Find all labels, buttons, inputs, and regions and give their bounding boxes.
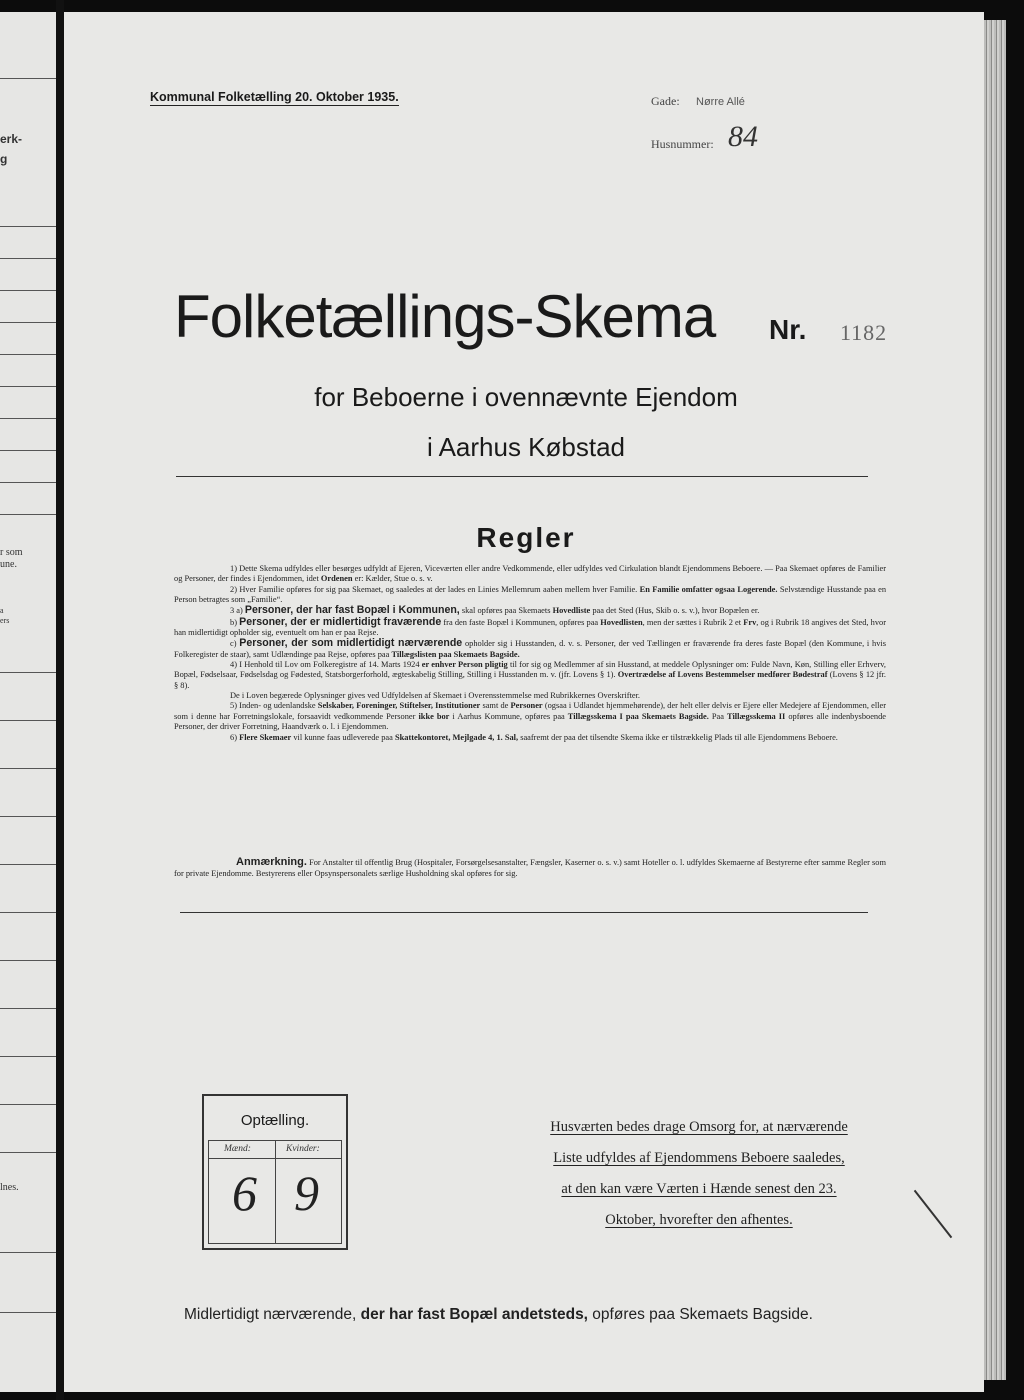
left-rule — [0, 1008, 56, 1009]
optaelling-title: Optælling. — [240, 1112, 310, 1129]
page-edges — [984, 20, 1006, 1380]
husnummer-value: 84 — [728, 120, 758, 153]
gade-value: Nørre Allé — [696, 96, 745, 108]
form-subtitle: for Beboerne i ovennævnte Ejendom — [314, 382, 738, 412]
left-fragment: erk- — [0, 132, 23, 146]
husnummer-label: Husnummer: — [651, 137, 714, 151]
left-rule — [0, 1312, 56, 1313]
left-rule — [0, 720, 56, 721]
rule-4: 4) I Henhold til Lov om Folkeregistre af 14. Marts 1924 er enhver Person pligtig til for sig og Medlemmer af sin Husstand, at meddele Oplysninger om: Fulde Navn, Køn, Stilling eller Erhverv, Bopæl, Fødselsaar, Fødselsdag og Fødested, Statsborgerforhold, ægteskabelig Stilling, Stilling i Husstanden m. v. (jfr. Lovens § 1). Overtrædelse af Lovens Bestemmelser medfører Bødestraf (Lovens § 12 jfr. § 8). — [174, 660, 886, 690]
left-rule — [0, 816, 56, 817]
left-rule — [0, 322, 56, 323]
form-title: Folketællings-Skema — [174, 283, 716, 350]
form-subtitle-city: i Aarhus Købstad — [427, 432, 625, 462]
left-rule — [0, 418, 56, 419]
rule-6: 6) Flere Skemaer vil kunne faas udleverede paa Skattekontoret, Mejlgade 4, 1. Sal, saafremt der paa det tilsendte Skema ikke er tilstrækkelig Plads til alle Ejendommens Beboere. — [230, 732, 838, 742]
kvinder-label: Kvinder: — [286, 1144, 320, 1154]
left-fragment: une. — [0, 559, 17, 570]
optaelling-box — [202, 1094, 348, 1250]
form-nr-label: Nr. — [769, 314, 807, 345]
book-gutter — [56, 0, 64, 1400]
rules-text — [174, 564, 886, 743]
divider-top — [176, 476, 868, 477]
anmaerkning-text: Anmærkning. For Anstalter til offentlig Brug (Hospitaler, Forsørgelsesanstalter, Fængsler, Kaserner o. s. v.) samt Hoteller o. l. udfyldes Skemaerne af Bestyrerne efter samme Regler som for private Ejendomme. Bestyrerens eller Opsynspersonalets særlige Husholdning skal opføres for sig. — [174, 856, 886, 878]
rule-3c: c) Personer, der som midlertidigt nærværende opholder sig i Husstanden, d. v. s. Personer, der ved Tællingen er fraværende fra deres faste Bopæl (den Kommune, i hvis Folkeregister de staar), samt Udlændinge paa Rejse, opføres paa Tillægslisten paa Skemaets Bagside. — [174, 637, 886, 659]
divider-bottom — [180, 912, 868, 913]
left-rule — [0, 482, 56, 483]
rule-3b: b) Personer, der er midlertidigt fraværende fra den faste Bopæl i Kommunen, opføres paa Hovedlisten, men der sættes i Rubrik 2 et Frv, og i Rubrik 18 angives det Sted, hvor han midlertidigt opholder sig, eventuelt om han er paa Rejse. — [174, 615, 886, 638]
left-rule — [0, 1056, 56, 1057]
regler-title: Regler — [476, 522, 576, 553]
census-header: Kommunal Folketælling 20. Oktober 1935. — [150, 90, 399, 104]
maend-label: Mænd: — [224, 1144, 251, 1154]
left-page-strip — [0, 12, 56, 1392]
left-rule — [0, 912, 56, 913]
left-rule — [0, 672, 56, 673]
landlord-notice — [504, 1112, 894, 1236]
notice-line: Oktober, hvorefter den afhentes. — [605, 1212, 793, 1228]
rule-4-continued: De i Loven begærede Oplysninger gives ved Udfyldelsen af Skemaet i Overensstemmelse med Rubrikkernes Overskrifter. — [230, 691, 641, 701]
left-rule — [0, 354, 56, 355]
maend-count: 6 — [232, 1165, 257, 1221]
rule-2: 2) Hver Familie opføres for sig paa Skemaet, og saaledes at der lades en Linies Mellemrum aaben mellem hver Familie. En Familie omfatter ogsaa Logerende. Selvstændige Husstande paa en Person betragtes som „Familie“. — [174, 584, 887, 605]
kvinder-count: 9 — [294, 1165, 319, 1221]
left-rule — [0, 768, 56, 769]
form-nr-value: 1182 — [840, 320, 888, 345]
pen-mark — [914, 1190, 953, 1239]
optaelling-column-rule — [275, 1140, 276, 1244]
rule-5: 5) Inden- og udenlandske Selskaber, Foreninger, Stiftelser, Institutioner samt de Personer (ogsaa i Udlandet hjemmehørende), der helt eller delvis er Ejere eller Medejere af Ejendommen, eller som i denne har Forretningslokale, forsaavidt vedkommende Personer ikke bor i Aarhus Kommune, opføres paa Tillægsskema I paa Skemaets Bagside. Paa Tillægsskema II opføres alle indenbysboende Personer, der driver Forretning, Haandværk o. l. i Ejendommen. — [174, 701, 887, 732]
left-rule — [0, 450, 56, 451]
left-fragment: a — [0, 606, 4, 615]
left-rule — [0, 1252, 56, 1253]
rule-3a: 3 a) Personer, der har fast Bopæl i Kommunen, skal opføres paa Skemaets Hovedliste paa det Sted (Hus, Skib o. s. v.), hvor Bopælen er. — [230, 604, 760, 617]
left-fragment: r som — [0, 547, 23, 558]
left-rule — [0, 386, 56, 387]
left-rule — [0, 78, 56, 79]
left-rule — [0, 258, 56, 259]
footer-note: Midlertidigt nærværende, der har fast Bopæl andetsteds, opføres paa Skemaets Bagside. — [184, 1306, 813, 1323]
left-rule — [0, 864, 56, 865]
census-form-page — [64, 12, 984, 1392]
notice-line: Husværten bedes drage Omsorg for, at nærværende — [550, 1119, 848, 1135]
left-rule — [0, 290, 56, 291]
left-rule — [0, 1152, 56, 1153]
left-rule — [0, 960, 56, 961]
rule-1: 1) Dette Skema udfyldes eller besørges udfyldt af Ejeren, Viceværten eller andre Vedkommende, eller udfyldes ved Cirkulation blandt Ejendommens Beboere. — Paa Skemaet opføres de Familier og Personer, der findes i Ejendommen, idet Ordenen er: Kælder, Stue o. s. v. — [174, 564, 886, 584]
left-fragment: g — [0, 152, 8, 166]
anmaerkning-label: Anmærkning. — [236, 856, 307, 868]
notice-line: Liste udfyldes af Ejendommens Beboere saaledes, — [553, 1150, 845, 1166]
left-rule — [0, 226, 56, 227]
left-fragment: ers — [0, 616, 10, 625]
gade-label: Gade: — [651, 94, 680, 108]
notice-line: at den kan være Værten i Hænde senest den 23. — [561, 1181, 837, 1197]
left-rule — [0, 514, 56, 515]
left-rule — [0, 1104, 56, 1105]
left-fragment: lnes. — [0, 1182, 19, 1193]
